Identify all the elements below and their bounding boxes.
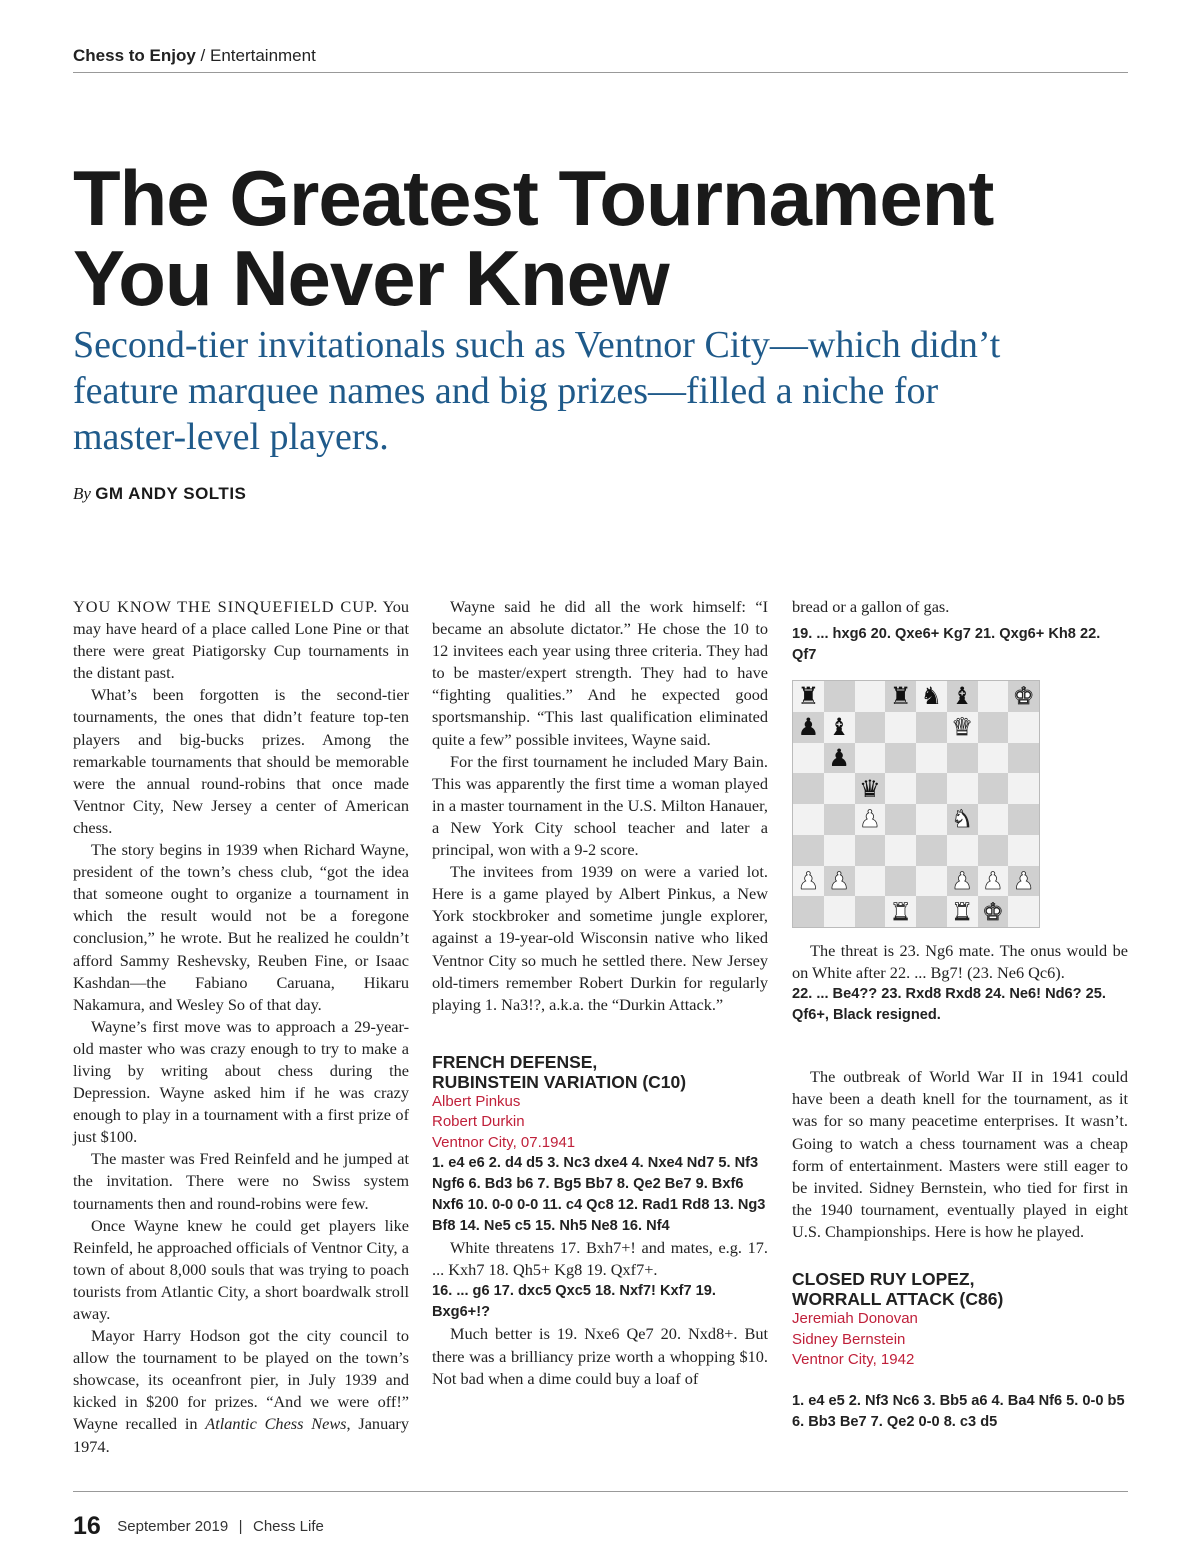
board-square	[855, 681, 886, 712]
paragraph: What’s been forgotten is the second-tier tournaments, the ones that didn’t feature top-ten players and big-bucks prizes. Among the remarkable tournaments that should be memorable were the annual round-robins that once made Ventnor City, New Jersey a center of American chess.	[73, 685, 409, 837]
author-name: GM ANDY SOLTIS	[95, 484, 247, 503]
white-player: Albert Pinkus	[432, 1092, 521, 1110]
white-pawn-icon: ♟	[1012, 866, 1035, 895]
board-square	[793, 866, 824, 897]
board-square	[978, 896, 1009, 927]
white-pawn-icon: ♟	[828, 866, 850, 895]
board-square	[947, 804, 978, 835]
board-square	[885, 804, 916, 835]
game-moves: 19. ... hxg6 20. Qxe6+ Kg7 21. Qxg6+ Kh8 22. Qf7	[792, 626, 1101, 664]
board-square	[885, 681, 916, 712]
paragraph: White threatens 17. Bxh7+! and mates, e.g. 17. ... Kxh7 18. Qh5+ Kg8 19. Qxf7+.	[432, 1238, 768, 1280]
board-square	[824, 804, 855, 835]
footer-divider: |	[238, 1518, 243, 1535]
board-square	[1008, 896, 1039, 927]
board-square	[793, 712, 824, 743]
board-square	[855, 896, 886, 927]
board-square	[1008, 681, 1039, 712]
paragraph: The outbreak of World War II in 1941 could have been a death knell for the tournament, as it was for so many peacetime enterprises. It wasn’t. Going to watch a chess tournament was a cheap form of entertainment. Masters were still eager to be invited. Sidney Bernstein, who tied for first in the 1940 tournament, eventually played in eight U.S. Championships. Here is how he played.	[792, 1067, 1128, 1241]
white-queen-icon: ♛	[951, 713, 973, 742]
black-pawn-icon: ♟	[828, 743, 850, 772]
paragraph: Mayor Harry Hodson got the city council to allow the tournament to be played on the town’s showcase, its oceanfront pier, in July 1939 and kicked in $200 for prizes. “And we were off!” Wayne recalled in Atlantic Chess News, January 1974.	[73, 1326, 409, 1456]
board-square	[916, 681, 947, 712]
game-title: FRENCH DEFENSE, RUBINSTEIN VARIATION (C10)	[432, 1051, 687, 1092]
board-square	[947, 743, 978, 774]
white-pawn-icon: ♟	[859, 805, 881, 834]
game-header	[792, 1269, 1128, 1371]
board-square	[1008, 835, 1039, 866]
paragraph: For the first tournament he included Mary Bain. This was apparently the first time a woman played in a master tournament in the U.S. Milton Hanauer, a New York City school teacher and later a principal, won with a 9-2 score.	[432, 751, 768, 860]
title-line: The Greatest Tournament	[73, 154, 994, 242]
issue-date: September 2019	[117, 1518, 229, 1535]
white-player: Jeremiah Donovan	[792, 1310, 918, 1328]
board-square	[855, 804, 886, 835]
board-square	[824, 896, 855, 927]
board-square	[978, 712, 1009, 743]
byline	[73, 484, 246, 504]
paragraph: Once Wayne knew he could get players like Reinfeld, he approached officials of Ventnor City, a town of about 8,000 souls that was trying to poach tourists from Atlantic City, a short boardwalk stroll away.	[73, 1215, 409, 1323]
game-moves: 22. ... Be4?? 23. Rxd8 Rxd8 24. Ne6! Nd6? 25. Qf6+, Black resigned.	[792, 986, 1106, 1024]
board-square	[855, 866, 886, 897]
board-square	[916, 773, 947, 804]
board-square	[1008, 743, 1039, 774]
paragraph: The story begins in 1939 when Richard Wayne, president of the town’s chess club, “got the idea that someone ought to organize a tournament in which the result would not be a foregone conclusion,” he wrote. But he realized he couldn’t afford Sammy Reshevsky, Reuben Fine, or Isaac Kashdan—the Fabiano Caruana, Hikaru Nakamura, and Wesley So of that day.	[73, 840, 409, 1014]
game-players	[432, 1092, 768, 1154]
board-square	[1008, 866, 1039, 897]
paragraph: Wayne said he did all the work himself: “I became an absolute dictator.” He chose the 10 to 12 invitees each year using three criteria. They had to be master/expert strength. They had to have “fighting qualities.” And he expected good sportsmanship. “This last qualification eliminated quite a few” possible invitees, Wayne said.	[432, 597, 768, 749]
board-square	[824, 743, 855, 774]
running-head	[73, 46, 316, 66]
board-square	[916, 866, 947, 897]
board-square	[1008, 773, 1039, 804]
board-square	[978, 773, 1009, 804]
board-square	[978, 804, 1009, 835]
board-square	[1008, 712, 1039, 743]
board-square	[855, 743, 886, 774]
black-rook-icon: ♜	[889, 682, 912, 711]
board-square	[824, 773, 855, 804]
board-square	[793, 835, 824, 866]
paragraph: bread or a gallon of gas.	[792, 597, 950, 616]
subsection-name: Entertainment	[209, 46, 316, 65]
game-event: Ventnor City, 1942	[792, 1351, 915, 1369]
section-separator: /	[195, 46, 210, 65]
board-square	[947, 866, 978, 897]
board-square	[885, 835, 916, 866]
board-square	[793, 804, 824, 835]
page-footer	[73, 1512, 324, 1541]
section-name: Chess to Enjoy	[73, 46, 196, 65]
board-square	[793, 896, 824, 927]
white-knight-icon: ♞	[951, 805, 973, 834]
black-player: Robert Durkin	[432, 1113, 525, 1131]
black-rook-icon: ♜	[797, 682, 820, 711]
black-pawn-icon: ♟	[797, 713, 820, 742]
game-players	[792, 1309, 1128, 1371]
board-square	[947, 896, 978, 927]
board-square	[916, 712, 947, 743]
board-square	[978, 866, 1009, 897]
board-square	[855, 712, 886, 743]
board-square	[885, 712, 916, 743]
board-square	[885, 773, 916, 804]
game-moves: 16. ... g6 17. dxc5 Qxc5 18. Nxf7! Kxf7 19. Bxg6+!?	[432, 1283, 716, 1321]
board-square	[916, 896, 947, 927]
paragraph: The invitees from 1939 on were a varied lot. Here is a game played by Albert Pinkus, a New York stockbroker and sometime jungle explorer, against a 19-year-old Wisconsin native who liked Ventnor City so much he settled there. New Jersey old-timers remember Robert Durkin for regularly playing 1. Na3!?, a.k.a. the “Durkin Attack.”	[432, 862, 768, 1014]
white-rook-icon: ♜	[889, 897, 912, 926]
white-pawn-icon: ♟	[797, 866, 820, 895]
chess-diagram	[792, 680, 1040, 928]
white-rook-icon: ♜	[951, 897, 973, 926]
board-square	[793, 743, 824, 774]
paragraph: The threat is 23. Ng6 mate. The onus would be on White after 22. ... Bg7! (23. Ne6 Qc6).	[792, 941, 1128, 983]
board-square	[947, 681, 978, 712]
paragraph: Wayne’s first move was to approach a 29-year-old master who was crazy enough to try to make a living by writing about chess during the Depression. Wayne asked him if he was crazy enough to play in a tournament with a first prize of just $100.	[73, 1016, 409, 1147]
game-event: Ventnor City, 07.1941	[432, 1133, 576, 1151]
board-square	[947, 773, 978, 804]
board-square	[978, 835, 1009, 866]
magazine-name: Chess Life	[253, 1518, 324, 1535]
paragraph: YOU KNOW THE SINQUEFIELD CUP. You may have heard of a place called Lone Pine or that there were great Piatigorsky Cup tournaments in the distant past.	[73, 597, 410, 683]
board-square	[824, 681, 855, 712]
board-square	[824, 835, 855, 866]
board-square	[885, 743, 916, 774]
board-square	[793, 681, 824, 712]
game-moves: 1. e4 e6 2. d4 d5 3. Nc3 dxe4 4. Nxe4 Nd7 5. Nf3 Ngf6 6. Bd3 b6 7. Bg5 Bb7 8. Qe2 Be7 9. Bxf6 Nxf6 10. 0-0 0-0 11. c4 Qc8 12. Rad1 Rd8 13. Ng3 Bf8 14. Ne5 c5 15. Nh5 Ne8 16. Nf4	[432, 1155, 766, 1235]
deck-line: feature marquee names and big prizes—filled a niche for	[73, 370, 939, 412]
board-square	[885, 866, 916, 897]
board-square	[916, 743, 947, 774]
game-header	[432, 1052, 768, 1154]
black-knight-icon: ♞	[920, 682, 943, 711]
lead-in: YOU KNOW THE SINQUEFIELD CUP.	[73, 597, 379, 616]
byline-prefix: By	[73, 484, 91, 503]
board-square	[793, 773, 824, 804]
black-bishop-icon: ♝	[951, 682, 973, 711]
article-deck	[73, 322, 1133, 460]
board-square	[916, 804, 947, 835]
column-2	[432, 596, 768, 1390]
black-player: Sidney Bernstein	[792, 1330, 906, 1348]
board-square	[885, 896, 916, 927]
board-square	[824, 866, 855, 897]
board-square	[978, 681, 1009, 712]
game-moves: 1. e4 e5 2. Nf3 Nc6 3. Bb5 a6 4. Ba4 Nf6 5. 0-0 b5 6. Bb3 Be7 7. Qe2 0-0 8. c3 d5	[792, 1392, 1125, 1430]
board-square	[855, 835, 886, 866]
game-title: CLOSED RUY LOPEZ, WORRALL ATTACK (C86)	[792, 1269, 1004, 1310]
board-square	[978, 743, 1009, 774]
black-queen-icon: ♛	[859, 774, 881, 803]
board-square	[947, 835, 978, 866]
deck-line: Second-tier invitationals such as Ventnor City—which didn’t	[73, 324, 1001, 366]
white-king-icon: ♚	[1012, 682, 1035, 711]
column-1	[73, 596, 409, 1458]
paragraph: The master was Fred Reinfeld and he jumped at the invitation. There were no Swiss system tournaments then and round-robins were few.	[73, 1149, 409, 1213]
header-rule	[73, 72, 1128, 73]
title-line: You Never Knew	[73, 234, 669, 322]
deck-line: master-level players.	[73, 416, 389, 458]
board-square	[1008, 804, 1039, 835]
page-number: 16	[73, 1512, 101, 1540]
paragraph: Much better is 19. Nxe6 Qe7 20. Nxd8+. But there was a brilliancy prize worth a whopping $10. Not bad when a dime could buy a loaf of	[432, 1324, 768, 1388]
black-bishop-icon: ♝	[828, 713, 850, 742]
white-pawn-icon: ♟	[951, 866, 973, 895]
board-square	[824, 712, 855, 743]
article-title	[73, 154, 1153, 322]
board-square	[855, 773, 886, 804]
board-square	[947, 712, 978, 743]
column-3	[792, 596, 1128, 1433]
white-king-icon: ♚	[982, 897, 1004, 926]
footer-rule	[73, 1491, 1128, 1492]
board-square	[916, 835, 947, 866]
publication-title: Atlantic Chess News	[205, 1414, 347, 1434]
white-pawn-icon: ♟	[982, 866, 1004, 895]
